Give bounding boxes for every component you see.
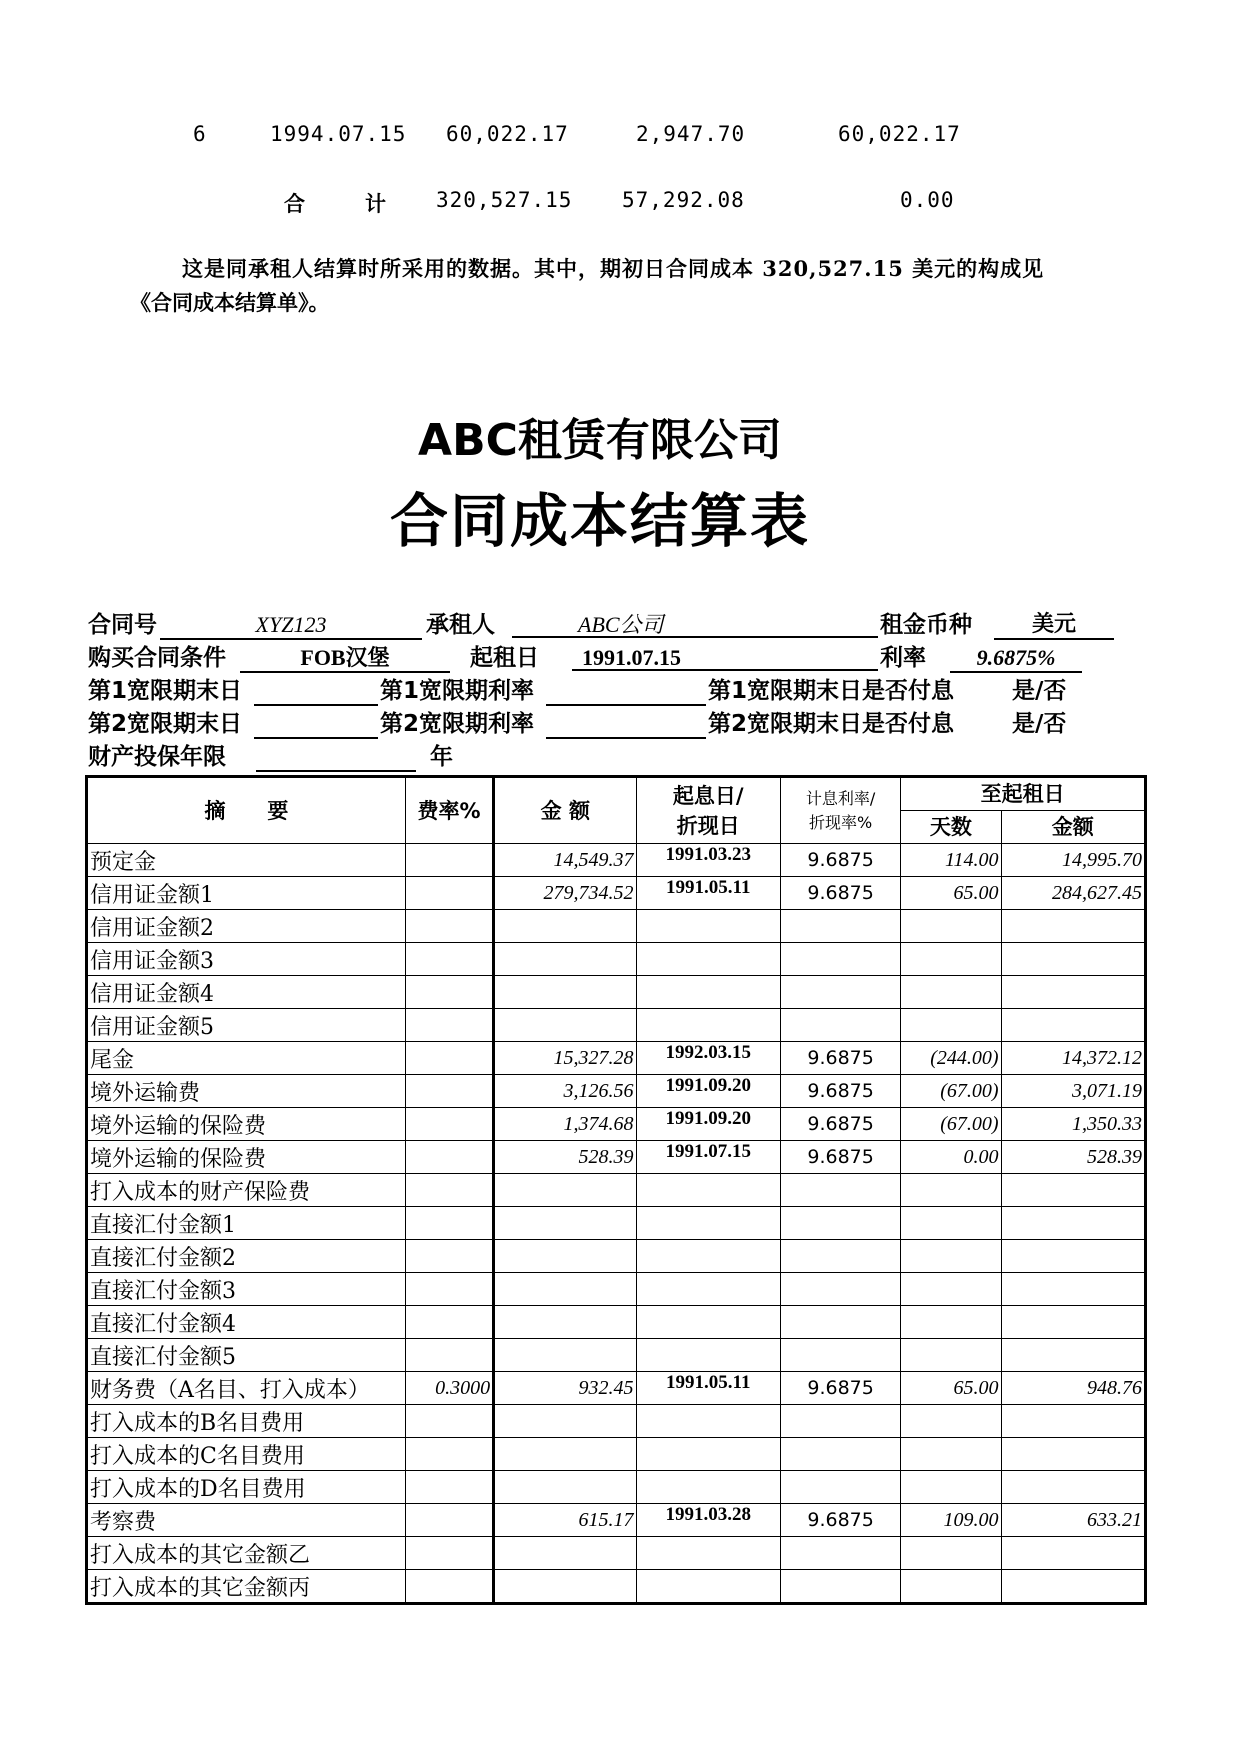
row-label: 信用证金额1 <box>87 877 406 910</box>
table-row <box>87 1174 1146 1207</box>
fee-rate-cell <box>405 1438 493 1471</box>
total-label: 合 计 <box>284 192 392 216</box>
insurance-years-field[interactable] <box>256 742 416 772</box>
rate-cell: 9.6875 <box>780 844 900 877</box>
days-cell <box>901 943 1001 976</box>
table-row <box>87 1405 1146 1438</box>
fee-rate-cell <box>405 1537 493 1570</box>
start-date-cell: 1991.05.11 <box>636 1372 780 1405</box>
days-cell: 109.00 <box>901 1504 1001 1537</box>
table-row <box>87 1372 1146 1405</box>
amount-cell: 3,126.56 <box>494 1075 636 1108</box>
grace1-rate-field[interactable] <box>546 676 706 706</box>
currency-label: 租金币种 <box>880 612 972 638</box>
row6-no: 6 <box>193 122 207 146</box>
grace1-end-label: 第1宽限期末日 <box>88 678 243 704</box>
value-cell <box>1001 1273 1145 1306</box>
row-label: 打入成本的财产保险费 <box>87 1174 406 1207</box>
amount-cell: 15,327.28 <box>494 1042 636 1075</box>
value-cell: 633.21 <box>1001 1504 1145 1537</box>
fee-rate-cell <box>405 1075 493 1108</box>
table-row <box>87 1042 1146 1075</box>
amount-cell: 615.17 <box>494 1504 636 1537</box>
amount-cell <box>494 1273 636 1306</box>
amount-cell: 14,549.37 <box>494 844 636 877</box>
value-cell: 284,627.45 <box>1001 877 1145 910</box>
col-fee-rate: 费率% <box>405 777 493 844</box>
amount-cell <box>494 1240 636 1273</box>
table-header-row-1 <box>87 777 1146 811</box>
purchase-terms-label: 购买合同条件 <box>88 645 226 671</box>
row-label: 境外运输费 <box>87 1075 406 1108</box>
insurance-years-label: 财产投保年限 <box>88 744 226 770</box>
amount-cell <box>494 910 636 943</box>
rate-cell: 9.6875 <box>780 1141 900 1174</box>
rate-cell: 9.6875 <box>780 1372 900 1405</box>
grace1-pay-label: 第1宽限期末日是否付息 <box>708 678 955 704</box>
col-value: 金额 <box>1001 811 1145 844</box>
total-a: 320,527.15 <box>436 188 573 212</box>
rate-cell <box>780 943 900 976</box>
days-cell <box>901 1240 1001 1273</box>
amount-cell: 279,734.52 <box>494 877 636 910</box>
rate-cell <box>780 910 900 943</box>
table-row <box>87 1438 1146 1471</box>
days-cell: 65.00 <box>901 1372 1001 1405</box>
company-name: ABC租赁有限公司 <box>418 415 782 466</box>
fee-rate-cell <box>405 943 493 976</box>
row-label: 财务费（A名目、打入成本） <box>87 1372 406 1405</box>
value-cell: 14,372.12 <box>1001 1042 1145 1075</box>
document-title: 合同成本结算表 <box>389 487 810 555</box>
row6-date: 1994.07.15 <box>270 122 407 146</box>
start-date-cell <box>636 1537 780 1570</box>
table-row <box>87 1537 1146 1570</box>
rate-cell <box>780 1438 900 1471</box>
days-cell <box>901 976 1001 1009</box>
value-cell <box>1001 1570 1145 1604</box>
value-cell <box>1001 1240 1145 1273</box>
start-date-cell <box>636 1471 780 1504</box>
value-cell <box>1001 1339 1145 1372</box>
amount-cell: 1,374.68 <box>494 1108 636 1141</box>
fee-rate-cell <box>405 1339 493 1372</box>
table-row <box>87 1504 1146 1537</box>
total-b: 57,292.08 <box>622 188 745 212</box>
table-row <box>87 877 1146 910</box>
days-cell: (244.00) <box>901 1042 1001 1075</box>
start-date-cell <box>636 1174 780 1207</box>
start-date-cell <box>636 1438 780 1471</box>
fee-rate-cell <box>405 1471 493 1504</box>
days-cell <box>901 910 1001 943</box>
days-cell <box>901 1306 1001 1339</box>
rate-label: 利率 <box>880 645 926 671</box>
value-cell <box>1001 910 1145 943</box>
start-date-cell <box>636 910 780 943</box>
rate-cell <box>780 1570 900 1604</box>
row-label: 直接汇付金额5 <box>87 1339 406 1372</box>
value-cell <box>1001 1537 1145 1570</box>
fee-rate-cell <box>405 1306 493 1339</box>
days-cell <box>901 1273 1001 1306</box>
fee-rate-cell <box>405 1141 493 1174</box>
table-row <box>87 1075 1146 1108</box>
rate-cell: 9.6875 <box>780 1075 900 1108</box>
col-amount: 金 额 <box>494 777 636 844</box>
start-date-label: 起租日 <box>470 645 539 671</box>
days-cell <box>901 1405 1001 1438</box>
fee-rate-cell <box>405 1042 493 1075</box>
row-label: 尾金 <box>87 1042 406 1075</box>
contract-no-field[interactable]: XYZ123 <box>160 610 422 640</box>
row-label: 直接汇付金额2 <box>87 1240 406 1273</box>
amount-cell <box>494 1339 636 1372</box>
table-row <box>87 1141 1146 1174</box>
row-label: 信用证金额5 <box>87 1009 406 1042</box>
paragraph-line-1: 这是同承租人结算时所采用的数据。其中，期初日合同成本 320,527.15 美元的构成见 <box>182 256 1045 281</box>
row-label: 信用证金额3 <box>87 943 406 976</box>
start-date-cell <box>636 1405 780 1438</box>
row-label: 直接汇付金额4 <box>87 1306 406 1339</box>
fee-rate-cell <box>405 1009 493 1042</box>
row-label: 直接汇付金额1 <box>87 1207 406 1240</box>
value-cell <box>1001 1207 1145 1240</box>
rate-cell <box>780 1273 900 1306</box>
value-cell <box>1001 1405 1145 1438</box>
grace2-rate-field[interactable] <box>546 709 706 739</box>
start-date-cell <box>636 1339 780 1372</box>
lessee-label: 承租人 <box>426 612 495 638</box>
start-date-cell: 1991.03.28 <box>636 1504 780 1537</box>
fee-rate-cell <box>405 1240 493 1273</box>
col-start-date-l2: 折现日 <box>676 813 740 838</box>
fee-rate-cell: 0.3000 <box>405 1372 493 1405</box>
rate-cell: 9.6875 <box>780 877 900 910</box>
start-date-cell <box>636 1009 780 1042</box>
value-cell: 1,350.33 <box>1001 1108 1145 1141</box>
col-days: 天数 <box>901 811 1001 844</box>
table-row <box>87 1273 1146 1306</box>
days-cell <box>901 1471 1001 1504</box>
days-cell <box>901 1570 1001 1604</box>
row-label: 信用证金额4 <box>87 976 406 1009</box>
contract-no-label: 合同号 <box>88 612 157 638</box>
start-date-cell <box>636 1306 780 1339</box>
table-row <box>87 1471 1146 1504</box>
value-cell <box>1001 1306 1145 1339</box>
fee-rate-cell <box>405 844 493 877</box>
start-date-cell <box>636 1240 780 1273</box>
col-rate-l1: 计息利率/ <box>805 788 876 808</box>
days-cell <box>901 1537 1001 1570</box>
days-cell <box>901 1207 1001 1240</box>
fee-rate-cell <box>405 1504 493 1537</box>
amount-cell <box>494 1174 636 1207</box>
explanation-paragraph <box>130 252 1150 320</box>
row-label: 信用证金额2 <box>87 910 406 943</box>
top-row-6 <box>0 122 1241 152</box>
grace2-rate-label: 第2宽限期利率 <box>380 711 535 737</box>
rate-cell: 9.6875 <box>780 1504 900 1537</box>
start-date-cell <box>636 1207 780 1240</box>
rate-cell <box>780 1174 900 1207</box>
rate-cell <box>780 1207 900 1240</box>
grace1-pay-option[interactable]: 是/否 <box>1012 678 1067 704</box>
grace1-rate-label: 第1宽限期利率 <box>380 678 535 704</box>
days-cell <box>901 1438 1001 1471</box>
amount-cell <box>494 1009 636 1042</box>
rate-field[interactable]: 9.6875% <box>950 643 1082 673</box>
row6-b: 2,947.70 <box>636 122 746 146</box>
value-cell <box>1001 943 1145 976</box>
start-date-cell: 1991.09.20 <box>636 1075 780 1108</box>
paragraph-line-2: 《合同成本结算单》。 <box>130 290 330 315</box>
rate-cell <box>780 1306 900 1339</box>
value-cell: 948.76 <box>1001 1372 1145 1405</box>
value-cell <box>1001 976 1145 1009</box>
start-date-cell: 1991.05.11 <box>636 877 780 910</box>
days-cell <box>901 1009 1001 1042</box>
amount-cell <box>494 1471 636 1504</box>
col-to-start-date: 至起租日 <box>901 777 1146 811</box>
table-body <box>87 844 1146 1604</box>
amount-cell: 932.45 <box>494 1372 636 1405</box>
row-label: 境外运输的保险费 <box>87 1108 406 1141</box>
amount-cell <box>494 1405 636 1438</box>
fee-rate-cell <box>405 877 493 910</box>
fee-rate-cell <box>405 1570 493 1604</box>
col-rate <box>780 777 900 844</box>
row-label: 打入成本的其它金额乙 <box>87 1537 406 1570</box>
value-cell: 3,071.19 <box>1001 1075 1145 1108</box>
table-row <box>87 943 1146 976</box>
days-cell <box>901 1339 1001 1372</box>
fee-rate-cell <box>405 1174 493 1207</box>
amount-cell <box>494 1570 636 1604</box>
amount-cell <box>494 976 636 1009</box>
fee-rate-cell <box>405 976 493 1009</box>
rate-cell <box>780 1537 900 1570</box>
value-cell <box>1001 1438 1145 1471</box>
table-row <box>87 1339 1146 1372</box>
days-cell: (67.00) <box>901 1108 1001 1141</box>
row-label: 直接汇付金额3 <box>87 1273 406 1306</box>
rate-cell <box>780 1009 900 1042</box>
amount-cell <box>494 1207 636 1240</box>
days-cell: 114.00 <box>901 844 1001 877</box>
row-label: 打入成本的其它金额丙 <box>87 1570 406 1604</box>
amount-cell: 528.39 <box>494 1141 636 1174</box>
days-cell: 65.00 <box>901 877 1001 910</box>
grace2-end-label: 第2宽限期末日 <box>88 711 243 737</box>
start-date-cell: 1991.09.20 <box>636 1108 780 1141</box>
start-date-cell: 1992.03.15 <box>636 1042 780 1075</box>
col-rate-l2: 折现率% <box>808 812 873 832</box>
row-label: 境外运输的保险费 <box>87 1141 406 1174</box>
value-cell: 528.39 <box>1001 1141 1145 1174</box>
table-row <box>87 910 1146 943</box>
fee-rate-cell <box>405 1405 493 1438</box>
row-label: 考察费 <box>87 1504 406 1537</box>
start-date-cell <box>636 943 780 976</box>
amount-cell <box>494 1306 636 1339</box>
value-cell <box>1001 1471 1145 1504</box>
row-label: 打入成本的B名目费用 <box>87 1405 406 1438</box>
table-row <box>87 1207 1146 1240</box>
value-cell: 14,995.70 <box>1001 844 1145 877</box>
amount-cell <box>494 943 636 976</box>
row-label: 打入成本的C名目费用 <box>87 1438 406 1471</box>
value-cell <box>1001 1174 1145 1207</box>
days-cell <box>901 1174 1001 1207</box>
grace2-pay-label: 第2宽限期末日是否付息 <box>708 711 955 737</box>
start-date-cell <box>636 1273 780 1306</box>
start-date-cell: 1991.07.15 <box>636 1141 780 1174</box>
amount-cell <box>494 1537 636 1570</box>
days-cell: (67.00) <box>901 1075 1001 1108</box>
cost-settlement-table <box>85 775 1147 1605</box>
row6-a: 60,022.17 <box>446 122 569 146</box>
fee-rate-cell <box>405 910 493 943</box>
table-row <box>87 1108 1146 1141</box>
col-start-date <box>636 777 780 844</box>
table-row <box>87 1570 1146 1604</box>
start-date-cell: 1991.03.23 <box>636 844 780 877</box>
rate-cell: 9.6875 <box>780 1108 900 1141</box>
start-date-cell <box>636 1570 780 1604</box>
fee-rate-cell <box>405 1207 493 1240</box>
start-date-cell <box>636 976 780 1009</box>
table-row <box>87 1240 1146 1273</box>
purchase-terms-field[interactable]: FOB汉堡 <box>240 643 450 673</box>
row-label: 预定金 <box>87 844 406 877</box>
table-row <box>87 976 1146 1009</box>
start-date-field[interactable]: 1991.07.15 <box>572 643 878 671</box>
col-start-date-l1: 起息日/ <box>672 783 744 808</box>
table-row <box>87 844 1146 877</box>
insurance-years-unit: 年 <box>430 744 453 770</box>
rate-cell <box>780 1240 900 1273</box>
grace1-end-field[interactable] <box>254 676 378 706</box>
fee-rate-cell <box>405 1108 493 1141</box>
table-row <box>87 1306 1146 1339</box>
rate-cell <box>780 976 900 1009</box>
rate-cell <box>780 1471 900 1504</box>
row-label: 打入成本的D名目费用 <box>87 1471 406 1504</box>
days-cell: 0.00 <box>901 1141 1001 1174</box>
total-c: 0.00 <box>900 188 955 212</box>
amount-cell <box>494 1438 636 1471</box>
grace2-pay-option[interactable]: 是/否 <box>1012 711 1067 737</box>
value-cell <box>1001 1009 1145 1042</box>
lessee-field[interactable]: ABC公司 <box>512 610 878 638</box>
table-row <box>87 1009 1146 1042</box>
row6-c: 60,022.17 <box>838 122 961 146</box>
rate-cell <box>780 1405 900 1438</box>
grace2-end-field[interactable] <box>254 709 378 739</box>
col-summary: 摘 要 <box>87 777 406 844</box>
rate-cell <box>780 1339 900 1372</box>
rate-cell: 9.6875 <box>780 1042 900 1075</box>
fee-rate-cell <box>405 1273 493 1306</box>
top-row-total <box>0 188 1241 218</box>
currency-field[interactable]: 美元 <box>994 610 1114 640</box>
